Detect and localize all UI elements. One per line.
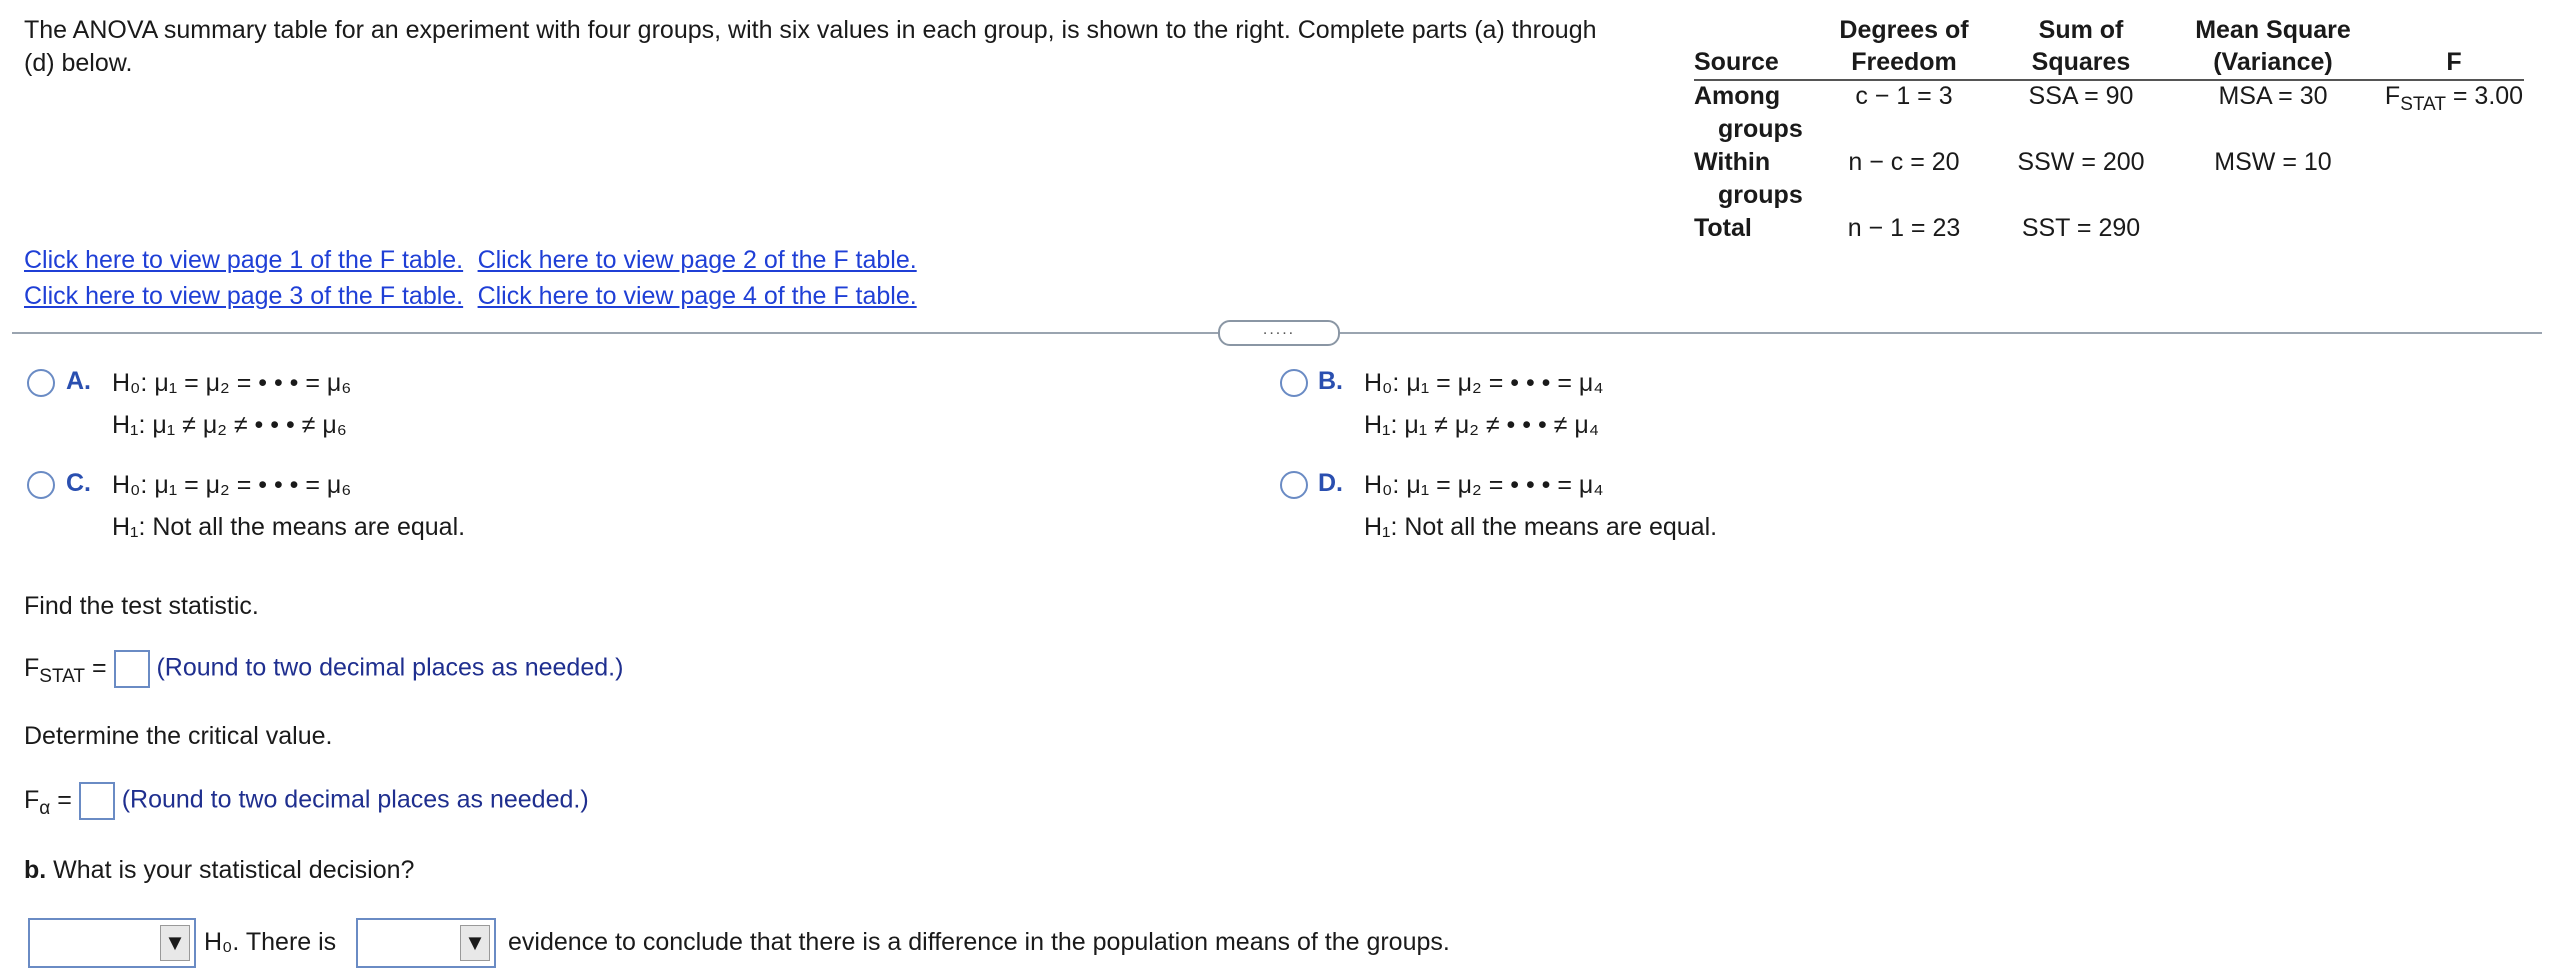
row-among-f: $F_{STAT} = 3.00$: [2384, 82, 2524, 115]
anova-summary-table: [1694, 14, 2524, 254]
intro-line-1: The ANOVA summary table for an experiment with four groups, with six values in each group, is shown to the right. Complete parts (a) through: [24, 16, 1597, 44]
row-among-label: Among groups: [1694, 82, 1803, 143]
part-b-label: b.: [24, 856, 47, 884]
row-total-label: Total: [1694, 214, 1752, 242]
row-among-df: c − 1 = 3: [1855, 82, 1953, 110]
option-b-letter: B.: [1318, 367, 1343, 395]
fstat-rounding-hint: (Round to two decimal places as needed.): [156, 653, 624, 682]
evidence-dropdown[interactable]: [356, 918, 496, 968]
find-test-statistic-prompt: Find the test statistic.: [24, 592, 259, 620]
option-a-h1: H₁: μ₁ ≠ μ₂ ≠ • • • ≠ μ₆: [112, 411, 347, 439]
option-b-h0: H₀: μ₁ = μ₂ = • • • = μ₄: [1364, 369, 1604, 397]
row-among-ms: MSA = 30: [2218, 82, 2328, 110]
chevron-down-icon[interactable]: ▼: [460, 925, 490, 961]
row-total-ss: SST = 290: [2021, 214, 2141, 242]
header-df: Degrees of Freedom: [1839, 16, 1969, 76]
option-d-letter: D.: [1318, 469, 1343, 497]
option-c-h0: H₀: μ₁ = μ₂ = • • • = μ₆: [112, 471, 352, 499]
row-total-df: n − 1 = 23: [1847, 214, 1961, 242]
row-within-df: n − c = 20: [1848, 148, 1960, 176]
h0-there-is-text: H₀. There is: [204, 928, 337, 956]
falpha-row: [24, 782, 589, 820]
option-c-h1: H₁: Not all the means are equal.: [112, 513, 466, 541]
option-d-radio[interactable]: [1280, 471, 1308, 499]
f-table-links: [24, 244, 917, 316]
fstat-input[interactable]: [114, 650, 150, 688]
falpha-input[interactable]: [79, 782, 115, 820]
chevron-down-icon[interactable]: ▼: [160, 925, 190, 961]
fstat-label: $F_{STAT}$ =: [24, 653, 107, 687]
f-table-page3-link[interactable]: Click here to view page 3 of the F table.: [24, 282, 464, 310]
part-b-text: What is your statistical decision?: [53, 856, 415, 884]
option-b-h1: H₁: μ₁ ≠ μ₂ ≠ • • • ≠ μ₄: [1364, 411, 1599, 439]
header-ss: Sum of Squares: [2031, 16, 2131, 76]
option-a-letter: A.: [66, 367, 91, 395]
option-a-radio[interactable]: [27, 369, 55, 397]
conclusion-text: evidence to conclude that there is a difference in the population means of the groups.: [508, 928, 1450, 956]
row-among-ss: SSA = 90: [2028, 82, 2134, 110]
header-ms: Mean Square (Variance): [2195, 16, 2351, 76]
row-within-ms: MSW = 10: [2214, 148, 2332, 176]
row-within-label: Within groups: [1694, 148, 1803, 209]
fstat-row: [24, 650, 623, 688]
divider-drag-handle[interactable]: .....: [1218, 320, 1340, 346]
option-c-radio[interactable]: [27, 471, 55, 499]
f-table-page4-link[interactable]: Click here to view page 4 of the F table.: [477, 282, 917, 310]
decision-dropdown[interactable]: [28, 918, 196, 968]
option-b-radio[interactable]: [1280, 369, 1308, 397]
critical-value-prompt: Determine the critical value.: [24, 722, 333, 750]
header-source: Source: [1694, 48, 1779, 76]
falpha-label: $F_\alpha$ =: [24, 785, 72, 819]
intro-line-2: (d) below.: [24, 49, 133, 77]
f-table-page2-link[interactable]: Click here to view page 2 of the F table.: [477, 246, 917, 274]
part-b-question: [24, 856, 414, 885]
header-f: F: [2446, 48, 2462, 76]
option-c-letter: C.: [66, 469, 91, 497]
problem-statement: [24, 14, 1684, 80]
row-within-ss: SSW = 200: [2017, 148, 2145, 176]
f-table-page1-link[interactable]: Click here to view page 1 of the F table.: [24, 246, 464, 274]
option-d-h0: H₀: μ₁ = μ₂ = • • • = μ₄: [1364, 471, 1604, 499]
option-d-h1: H₁: Not all the means are equal.: [1364, 513, 1718, 541]
option-a-h0: H₀: μ₁ = μ₂ = • • • = μ₆: [112, 369, 352, 397]
falpha-rounding-hint: (Round to two decimal places as needed.): [121, 785, 589, 814]
